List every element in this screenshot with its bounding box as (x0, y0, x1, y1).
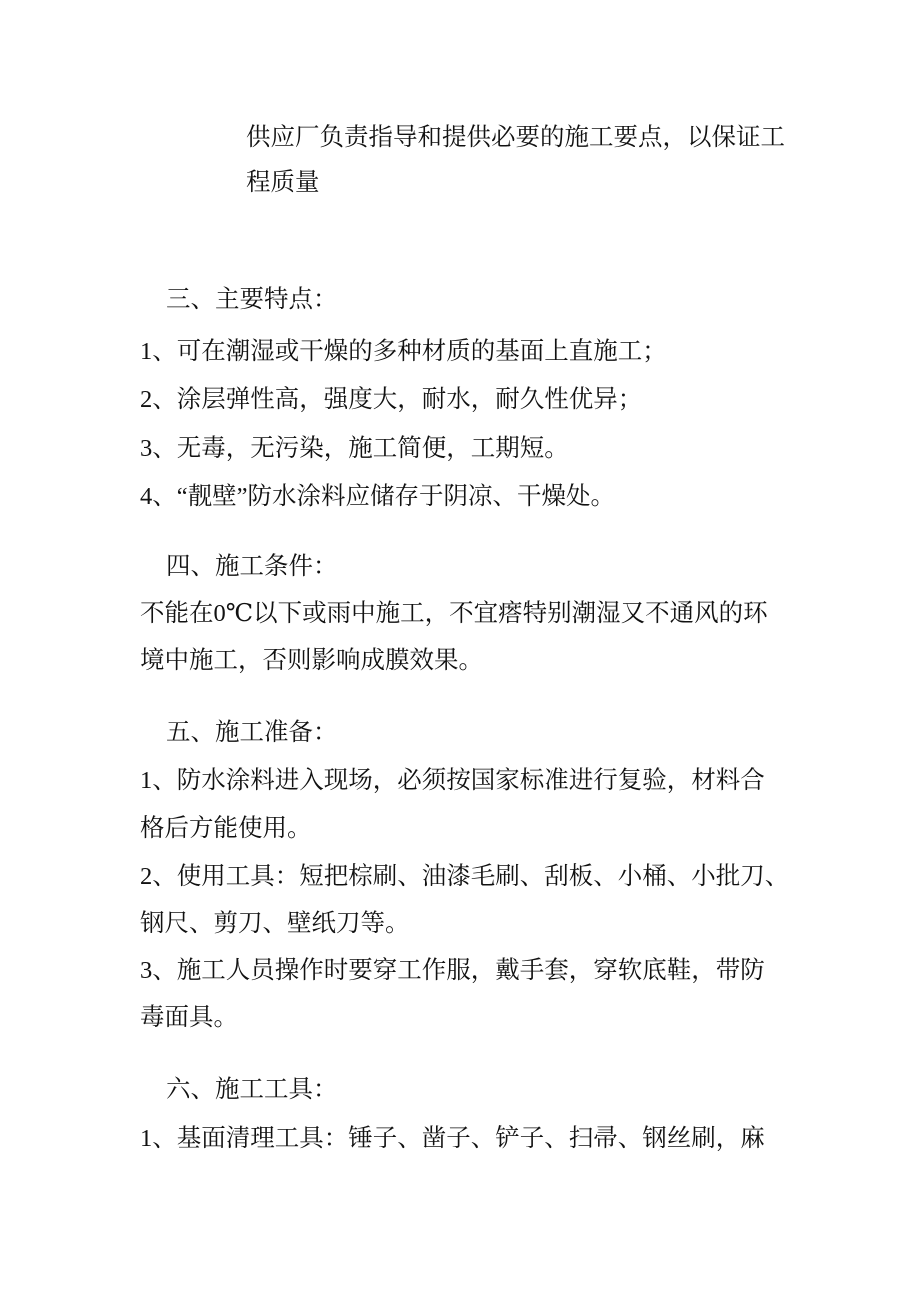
list-item: 2、涂层弹性高，强度大，耐水，耐久性优异； (140, 386, 643, 413)
section-heading: 六、施工工具： (166, 1076, 338, 1103)
paragraph-line: 供应厂负责指导和提供必要的施工要点，以保证工 (246, 124, 785, 151)
paragraph-line: 钢尺、剪刀、壁纸刀等。 (140, 910, 410, 937)
paragraph-line: 程质量 (246, 169, 320, 196)
list-item: 3、无毒，无污染，施工简便，工期短。 (140, 435, 569, 462)
list-item: 1、可在潮湿或干燥的多种材质的基面上直施工； (140, 338, 667, 365)
section-heading: 五、施工准备： (166, 719, 338, 746)
list-item: 3、施工人员操作时要穿工作服，戴手套，穿软底鞋，带防 (140, 957, 765, 984)
section-heading: 四、施工条件： (166, 553, 338, 580)
list-item: 2、使用工具：短把棕刷、油漆毛刷、刮板、小桶、小批刀、 (140, 863, 790, 890)
paragraph-line: 毒面具。 (140, 1004, 238, 1031)
paragraph-line: 不能在0℃以下或雨中施工，不宜瘩特别潮湿又不通风的环 (140, 600, 768, 627)
paragraph-line: 格后方能使用。 (140, 815, 312, 842)
list-item: 1、基面清理工具：锤子、凿子、铲子、扫帚、钢丝刷，麻 (140, 1125, 765, 1152)
section-heading: 三、主要特点： (166, 286, 338, 313)
paragraph-line: 境中施工，否则影响成膜效果。 (140, 647, 483, 674)
list-item: 4、“靓壁”防水涂料应储存于阴凉、干燥处。 (140, 483, 615, 510)
list-item: 1、防水涂料进入现场，必须按国家标准进行复验，材料合 (140, 767, 765, 794)
